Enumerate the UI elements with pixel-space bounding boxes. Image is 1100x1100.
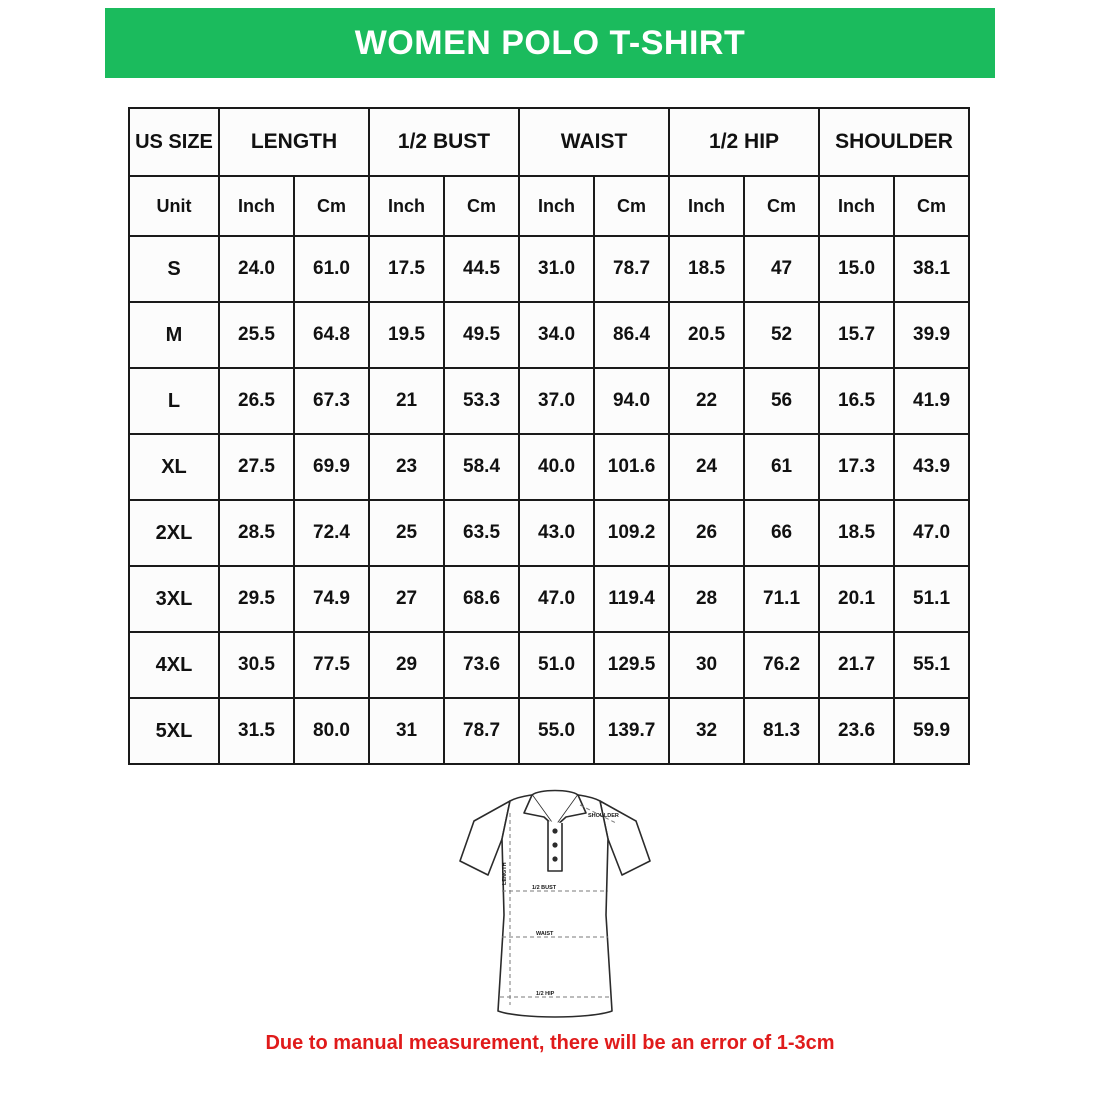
table-cell: 43.0 (519, 500, 594, 566)
table-row (129, 302, 969, 368)
table-row (129, 236, 969, 302)
table-cell: 76.2 (744, 632, 819, 698)
table-cell: 94.0 (594, 368, 669, 434)
measurement-note: Due to manual measurement, there will be an error of 1-3cm (265, 1032, 835, 1054)
table-cell: 66 (744, 500, 819, 566)
table-cell: 61 (744, 434, 819, 500)
table-cell: 15.7 (819, 302, 894, 368)
unit-cell: Inch (369, 176, 444, 236)
table-cell: 56 (744, 368, 819, 434)
table-cell: 78.7 (594, 236, 669, 302)
polo-shirt-diagram (440, 765, 670, 1027)
table-cell: 29 (369, 632, 444, 698)
table-cell: 43.9 (894, 434, 969, 500)
table-cell: 72.4 (294, 500, 369, 566)
table-cell: 139.7 (594, 698, 669, 764)
table-unit-row (129, 176, 969, 236)
diagram-label-half-hip: 1/2 HIP (536, 991, 555, 997)
unit-cell: Inch (219, 176, 294, 236)
size-table-container (128, 107, 970, 765)
size-table (128, 107, 970, 765)
table-cell: 64.8 (294, 302, 369, 368)
unit-cell: Inch (519, 176, 594, 236)
unit-cell: Cm (744, 176, 819, 236)
table-cell: 21 (369, 368, 444, 434)
diagram-label-length: LENGTH (502, 862, 508, 885)
table-cell: 27 (369, 566, 444, 632)
column-header-waist: WAIST (519, 108, 669, 176)
column-header-half-hip: 1/2 HIP (669, 108, 819, 176)
unit-label: Unit (129, 176, 219, 236)
table-cell: 61.0 (294, 236, 369, 302)
table-cell: 129.5 (594, 632, 669, 698)
table-cell: 86.4 (594, 302, 669, 368)
table-cell: 80.0 (294, 698, 369, 764)
table-cell: 31.0 (519, 236, 594, 302)
table-cell: 34.0 (519, 302, 594, 368)
table-cell: 81.3 (744, 698, 819, 764)
table-cell: 37.0 (519, 368, 594, 434)
table-cell: 15.0 (819, 236, 894, 302)
table-row (129, 566, 969, 632)
diagram-label-shoulder: SHOULDER (588, 813, 619, 819)
table-cell: 26.5 (219, 368, 294, 434)
unit-cell: Cm (594, 176, 669, 236)
unit-cell: Cm (444, 176, 519, 236)
table-cell: 63.5 (444, 500, 519, 566)
table-cell: 18.5 (819, 500, 894, 566)
table-cell: 51.1 (894, 566, 969, 632)
table-cell: 17.5 (369, 236, 444, 302)
table-cell: 109.2 (594, 500, 669, 566)
unit-cell: Inch (669, 176, 744, 236)
size-label: XL (129, 434, 219, 500)
table-cell: 67.3 (294, 368, 369, 434)
table-cell: 19.5 (369, 302, 444, 368)
table-cell: 44.5 (444, 236, 519, 302)
table-cell: 101.6 (594, 434, 669, 500)
table-cell: 25 (369, 500, 444, 566)
unit-cell: Inch (819, 176, 894, 236)
table-cell: 71.1 (744, 566, 819, 632)
table-cell: 55.1 (894, 632, 969, 698)
table-cell: 28.5 (219, 500, 294, 566)
table-cell: 47.0 (519, 566, 594, 632)
table-cell: 47 (744, 236, 819, 302)
unit-cell: Cm (294, 176, 369, 236)
table-cell: 20.1 (819, 566, 894, 632)
header-banner (105, 8, 995, 78)
table-cell: 21.7 (819, 632, 894, 698)
table-cell: 39.9 (894, 302, 969, 368)
table-cell: 31 (369, 698, 444, 764)
table-cell: 69.9 (294, 434, 369, 500)
table-cell: 49.5 (444, 302, 519, 368)
diagram-label-half-bust: 1/2 BUST (532, 885, 557, 891)
table-cell: 26 (669, 500, 744, 566)
table-cell: 24 (669, 434, 744, 500)
table-cell: 17.3 (819, 434, 894, 500)
table-cell: 30 (669, 632, 744, 698)
diagram-label-waist: WAIST (536, 931, 554, 937)
table-cell: 18.5 (669, 236, 744, 302)
size-label: 4XL (129, 632, 219, 698)
table-cell: 59.9 (894, 698, 969, 764)
size-label: M (129, 302, 219, 368)
table-cell: 23 (369, 434, 444, 500)
table-cell: 53.3 (444, 368, 519, 434)
unit-cell: Cm (894, 176, 969, 236)
table-row (129, 368, 969, 434)
table-cell: 58.4 (444, 434, 519, 500)
table-cell: 23.6 (819, 698, 894, 764)
table-group-header-row (129, 108, 969, 176)
size-label: 3XL (129, 566, 219, 632)
table-cell: 16.5 (819, 368, 894, 434)
table-cell: 47.0 (894, 500, 969, 566)
size-label: S (129, 236, 219, 302)
table-cell: 68.6 (444, 566, 519, 632)
table-cell: 40.0 (519, 434, 594, 500)
column-header-us-size: US SIZE (129, 108, 219, 176)
size-label: 5XL (129, 698, 219, 764)
size-label: L (129, 368, 219, 434)
table-cell: 77.5 (294, 632, 369, 698)
table-cell: 32 (669, 698, 744, 764)
table-cell: 30.5 (219, 632, 294, 698)
table-cell: 41.9 (894, 368, 969, 434)
table-cell: 38.1 (894, 236, 969, 302)
table-cell: 24.0 (219, 236, 294, 302)
table-cell: 28 (669, 566, 744, 632)
table-row (129, 434, 969, 500)
table-cell: 74.9 (294, 566, 369, 632)
table-cell: 29.5 (219, 566, 294, 632)
table-cell: 51.0 (519, 632, 594, 698)
size-label: 2XL (129, 500, 219, 566)
table-cell: 31.5 (219, 698, 294, 764)
table-cell: 73.6 (444, 632, 519, 698)
table-cell: 52 (744, 302, 819, 368)
table-cell: 27.5 (219, 434, 294, 500)
page-title: WOMEN POLO T-SHIRT (354, 23, 746, 62)
table-row (129, 698, 969, 764)
table-cell: 25.5 (219, 302, 294, 368)
table-cell: 78.7 (444, 698, 519, 764)
table-row (129, 632, 969, 698)
column-header-shoulder: SHOULDER (819, 108, 969, 176)
table-cell: 55.0 (519, 698, 594, 764)
column-header-half-bust: 1/2 BUST (369, 108, 519, 176)
table-cell: 20.5 (669, 302, 744, 368)
table-row (129, 500, 969, 566)
table-cell: 119.4 (594, 566, 669, 632)
table-cell: 22 (669, 368, 744, 434)
column-header-length: LENGTH (219, 108, 369, 176)
